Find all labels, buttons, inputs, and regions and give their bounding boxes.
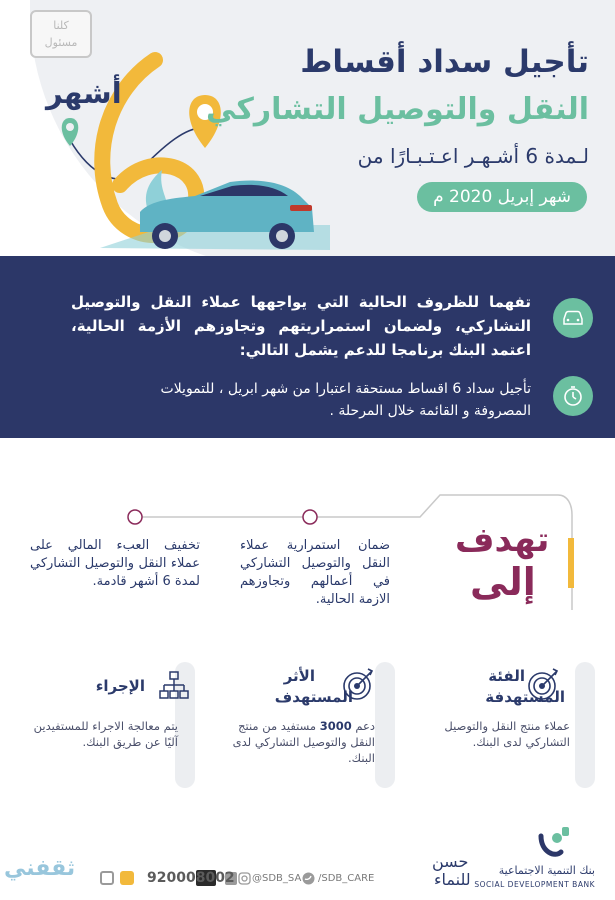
intro-paragraph: تفهما للظروف الحالية التي يواجهها عملاء النقل والتوصيل التشاركي، ولضمان استمراريتهم وتجاوزهم الأزمة الحالية، اعتمد البنك برنامجا للدعم يشمل التالي: [71, 293, 531, 359]
card-impact-title-line-2: المستهدف [274, 688, 353, 706]
impact-body-number: 3000 [319, 719, 352, 733]
card-target-title-line-1: الفئة [488, 667, 525, 685]
card-procedure-title: الإجراء [95, 677, 145, 695]
sdb-name-english: SOCIAL DEVELOPMENT BANK [474, 880, 595, 889]
goals-title-line-1: تهدف [455, 520, 550, 560]
sdb-name-arabic: بنك التنمية الاجتماعية [498, 864, 595, 877]
phone-icon [120, 871, 134, 885]
map-pin-small-icon [62, 118, 79, 146]
impact-body-prefix: دعم [355, 719, 375, 733]
card-impact-title-line-1: الأثر [283, 667, 315, 685]
husn-logo-line-1: حسن [432, 852, 469, 871]
goals-accent-bar [568, 538, 574, 588]
goal-1-marker [303, 510, 317, 524]
watermark-line-1: كلنا [53, 19, 69, 32]
goals-title-line-2: إلى [470, 560, 536, 604]
card-target-title-line-2: المستهدفة [485, 688, 565, 706]
hero-section [0, 0, 615, 258]
watermark-bottom: ثقفني [4, 856, 76, 881]
watermark-line-2: مسئول [44, 36, 78, 49]
card-procedure-body: يتم معالجة الاجراء للمستفيدين آليًا عن طريق البنك. [33, 719, 178, 749]
care-handle[interactable]: /SDB_CARE [318, 873, 375, 884]
page-subtitle: لـمدة 6 أشـهـر اعـتـبـارًا من [357, 144, 589, 168]
goal-item-1: ضمان استمرارية عملاء النقل والتوصيل التشاركي في أعمالهم وتجاوزهم الازمة الحالية. [240, 538, 390, 607]
page-title-line-1: تأجيل سداد أقساط [300, 44, 589, 80]
intro-item: تأجيل سداد 6 اقساط مستحقة اعتبارا من شهر ابريل ، للتمويلات المصروفة و القائمة خلال المرحلة . [160, 381, 531, 419]
sa-handle[interactable]: @SDB_SA [252, 873, 302, 884]
page-title-line-2: النقل والتوصيل التشاركي [206, 92, 589, 127]
card-impact-bar [375, 662, 395, 788]
goal-item-2: تخفيف العبء المالي على عملاء النقل والتوصيل التشاركي لمدة 6 أشهر قادمة. [30, 538, 200, 589]
twitter-icon-care[interactable] [302, 872, 315, 885]
card-target-body: عملاء منتج النقل والتوصيل التشاركي لدى البنك. [444, 719, 570, 749]
husn-logo-line-2: للنماء [434, 870, 471, 889]
card-target-bar [575, 662, 595, 788]
hero-illustration [0, 0, 615, 258]
date-badge: شهر إبريل 2020 م [417, 182, 587, 212]
months-label: أشهر [46, 76, 122, 110]
clock-icon [553, 376, 593, 416]
impact-body-suffix: مستفيد من منتج النقل والتوصيل التشاركي لدى البنك. [232, 719, 375, 765]
sdb-logo-icon [535, 822, 575, 862]
instagram-icon[interactable] [238, 872, 251, 885]
mobile-icon [100, 871, 114, 885]
car-icon [553, 298, 593, 338]
hierarchy-icon [158, 670, 190, 700]
card-impact-body [230, 718, 375, 766]
phone-number[interactable]: 920008002 [147, 870, 235, 886]
goal-2-marker [128, 510, 142, 524]
